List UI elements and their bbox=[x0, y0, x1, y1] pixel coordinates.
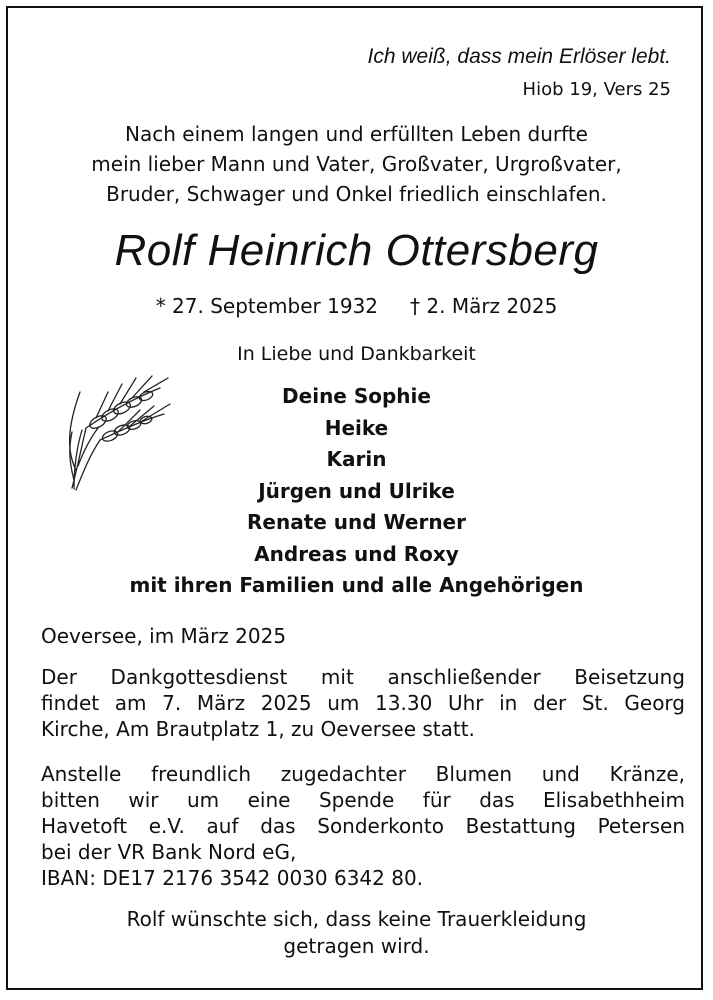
donation-line: bei der VR Bank Nord eG, bbox=[41, 840, 297, 864]
closing-line: Rolf wünschte sich, dass keine Trauerkleidung bbox=[126, 907, 587, 931]
motto-reference: Hiob 19, Vers 25 bbox=[522, 79, 671, 100]
greeting: In Liebe und Dankbarkeit bbox=[237, 343, 476, 365]
mourner: Heike bbox=[324, 415, 389, 440]
service-info bbox=[41, 664, 685, 742]
mourner: Karin bbox=[326, 447, 387, 471]
death-date: † 2. März 2025 bbox=[410, 294, 558, 318]
donation-line: bitten wir um eine Spende für das Elisabethheim bbox=[41, 788, 685, 812]
deceased-name: Rolf Heinrich Ottersberg bbox=[114, 226, 599, 275]
iban-line: IBAN: DE17 2176 3542 0030 6342 80. bbox=[41, 866, 424, 890]
mourner: Deine Sophie bbox=[282, 384, 431, 408]
closing-note bbox=[30, 906, 683, 960]
mourner: Renate und Werner bbox=[247, 510, 466, 534]
place-date: Oeversee, im März 2025 bbox=[41, 624, 287, 648]
service-line: Der Dankgottesdienst mit anschließender Beisetzung bbox=[41, 665, 685, 689]
donation-info bbox=[41, 761, 685, 891]
mourners-list bbox=[40, 381, 673, 602]
service-line: findet am 7. März 2025 um 13.30 Uhr in der St. Georg bbox=[41, 691, 685, 715]
mourner: Jürgen und Ulrike bbox=[258, 478, 455, 503]
motto-quote: Ich weiß, dass mein Erlöser lebt. bbox=[367, 45, 671, 68]
intro-line: Bruder, Schwager und Onkel friedlich einschlafen. bbox=[106, 182, 607, 206]
service-line: Kirche, Am Brautplatz 1, zu Oeversee statt. bbox=[41, 717, 475, 741]
intro-text bbox=[30, 119, 683, 209]
donation-line: Havetoft e.V. auf das Sonderkonto Bestattung Petersen bbox=[41, 814, 685, 838]
mourner: Andreas und Roxy bbox=[254, 541, 459, 566]
intro-line: mein lieber Mann und Vater, Großvater, Urgroßvater, bbox=[91, 152, 622, 176]
donation-line: Anstelle freundlich zugedachter Blumen und Kränze, bbox=[41, 762, 685, 786]
mourner: mit ihren Familien und alle Angehörigen bbox=[129, 573, 584, 597]
life-dates bbox=[20, 294, 693, 318]
intro-line: Nach einem langen und erfüllten Leben durfte bbox=[125, 122, 588, 146]
birth-date: * 27. September 1932 bbox=[155, 294, 379, 318]
closing-line: getragen wird. bbox=[283, 934, 430, 958]
